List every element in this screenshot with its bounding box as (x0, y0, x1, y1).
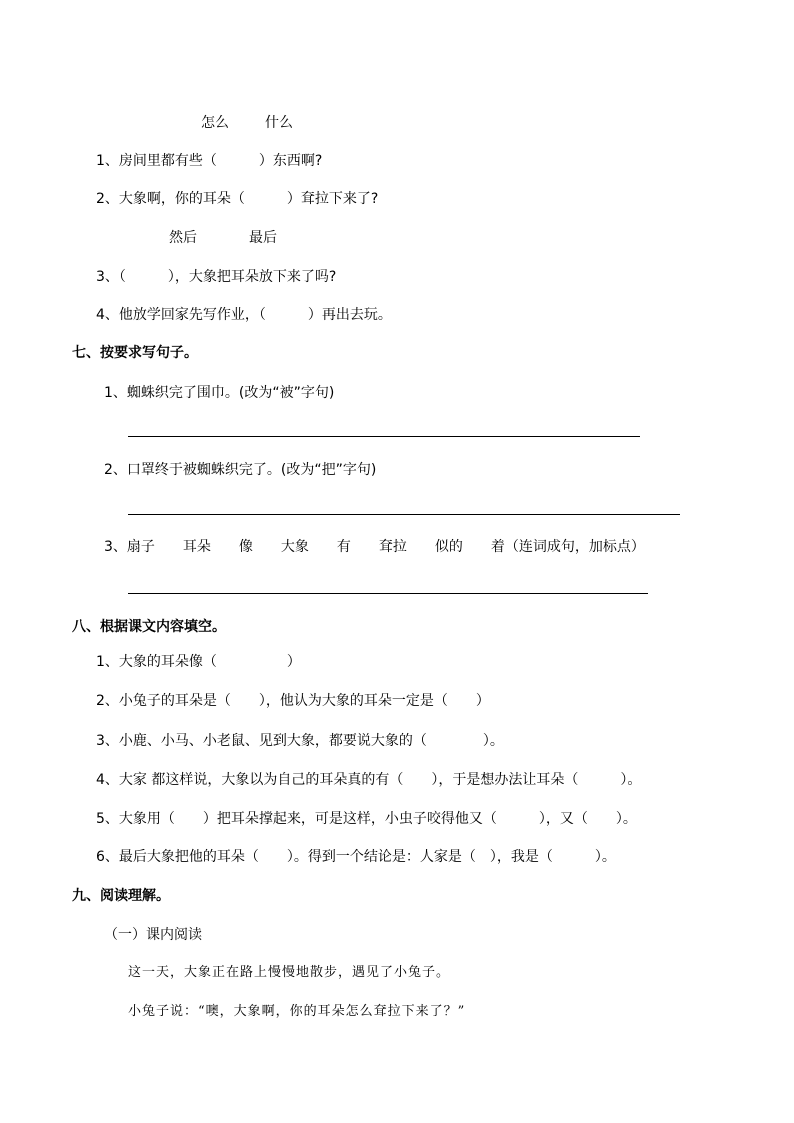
question-item: 1、大象的耳朵像（ ） (96, 654, 301, 670)
section-title: 七、按要求写句子。 (72, 345, 198, 361)
question-item: 3、小鹿、小马、小老鼠、见到大象，都要说大象的（ ）。 (96, 733, 504, 749)
reading-paragraph: 小兔子说：“噢，大象啊，你的耳朵怎么耷拉下来了？” (128, 1004, 466, 1019)
word-option: 什么 (265, 115, 293, 131)
word-option: 然后 (169, 230, 197, 246)
question-item: 3、扇子 耳朵 像 大象 有 耷拉 似的 着（连词成句，加标点） (104, 539, 645, 555)
question-item: 6、最后大象把他的耳朵（ ）。得到一个结论是：人家是（ ），我是（ ）。 (96, 849, 616, 865)
question-item: 5、大象用（ ）把耳朵撑起来，可是这样，小虫子咬得他又（ ），又（ ）。 (96, 811, 637, 827)
answer-line (128, 514, 680, 515)
section-title: 九、阅读理解。 (72, 888, 170, 904)
question-item: 3、（ ），大象把耳朵放下来了吗? (96, 269, 337, 285)
question-item: 2、大象啊，你的耳朵（ ）耷拉下来了? (96, 191, 379, 207)
section-title: 八、根据课文内容填空。 (72, 619, 226, 635)
question-item: 4、他放学回家先写作业，（ ）再出去玩。 (96, 307, 392, 323)
reading-paragraph: 这一天，大象正在路上慢慢地散步，遇见了小兔子。 (128, 965, 451, 980)
question-item: 2、小兔子的耳朵是（ ），他认为大象的耳朵一定是（ ） (96, 693, 490, 709)
answer-line (128, 593, 648, 594)
word-option: 怎么 (201, 115, 229, 131)
question-item: 1、蜘蛛织完了围巾。(改为“被”字句) (104, 385, 335, 401)
word-option: 最后 (249, 230, 277, 246)
subsection-title: （一）课内阅读 (104, 927, 202, 943)
question-item: 2、口罩终于被蜘蛛织完了。(改为“把”字句) (104, 462, 377, 478)
answer-line (128, 436, 640, 437)
question-item: 1、房间里都有些（ ）东西啊? (96, 153, 323, 169)
question-item: 4、大家 都这样说，大象以为自己的耳朵真的有（ ），于是想办法让耳朵（ ）。 (96, 772, 642, 788)
